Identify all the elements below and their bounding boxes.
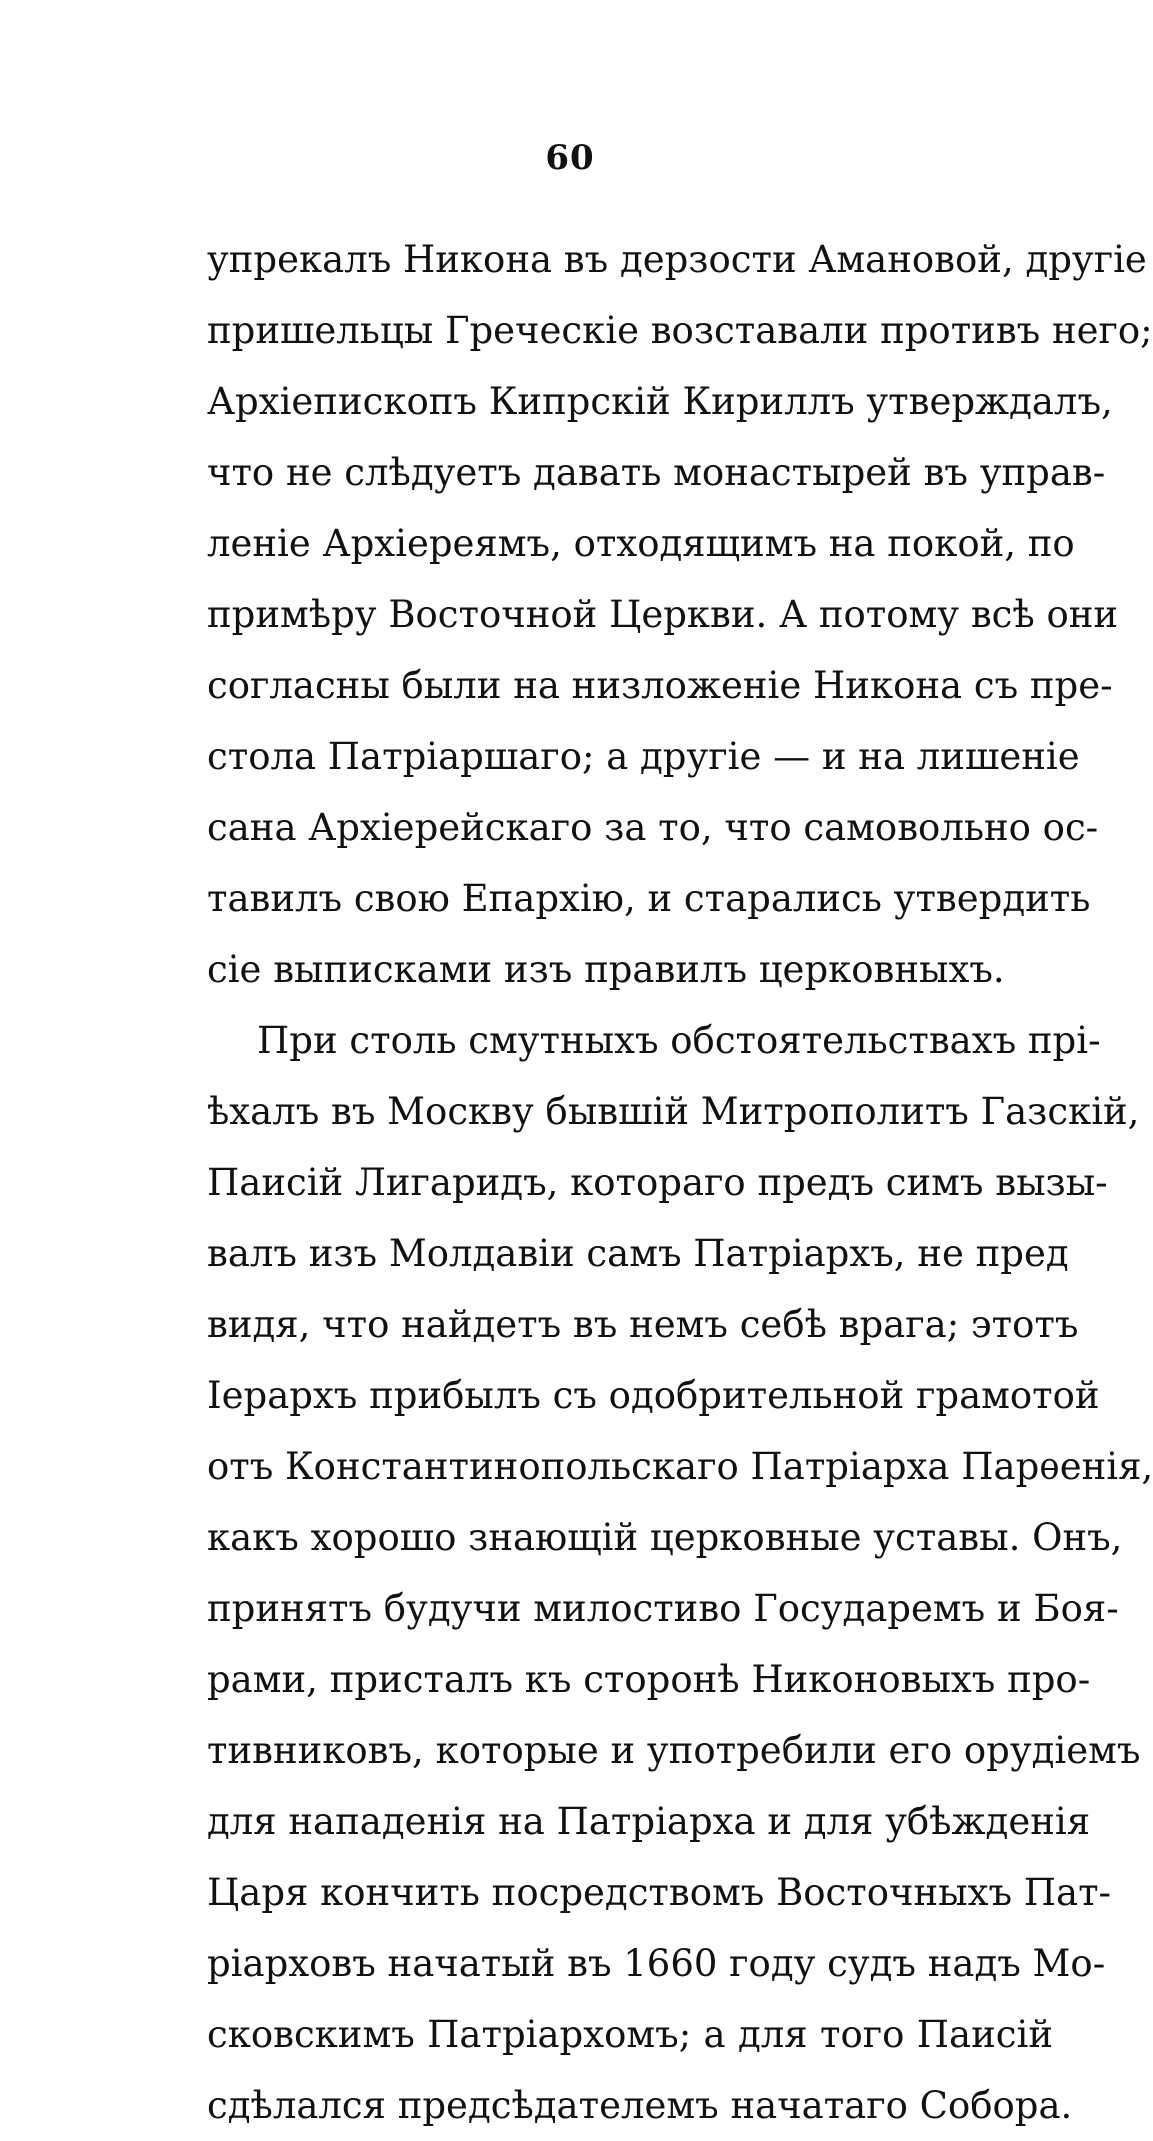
text-line: Іерархъ прибылъ съ одобрительной грамотой (207, 1374, 1100, 1417)
page-number: 60 (545, 138, 595, 178)
text-line: Царя кончить посредствомъ Восточныхъ Пат- (207, 1871, 1112, 1914)
text-line: Архіепископъ Кипрскій Кириллъ утверждалъ, (207, 380, 1113, 423)
text-line: пришельцы Греческіе возставали противъ него; (207, 309, 1153, 352)
text-line: валъ изъ Молдавіи самъ Патріархъ, не пред (207, 1232, 1069, 1275)
text-line: примѣру Восточной Церкви. А потому всѣ они (207, 593, 1119, 636)
text-line: сдѣлался предсѣдателемъ начатаго Собора. (207, 2084, 1073, 2127)
text-line: отъ Константинопольскаго Патріарха Парѳенія, (207, 1445, 1153, 1488)
text-line: рами, присталъ къ сторонѣ Никоновыхъ про- (207, 1658, 1091, 1701)
text-line: что не слѣдуетъ давать монастырей въ управ- (207, 451, 1106, 494)
text-line: видя, что найдетъ въ немъ себѣ врага; этотъ (207, 1303, 1079, 1346)
text-line: сана Архіерейскаго за то, что самовольно ос- (207, 806, 1099, 849)
text-line: тивниковъ, которые и употребили его орудіемъ (207, 1729, 1141, 1772)
text-line: ріарховъ начатый въ 1660 году судъ надъ Мо- (207, 1942, 1106, 1985)
paragraph-first-line: При столь смутныхъ обстоятельствахъ прі- (257, 1019, 1101, 1062)
text-line: леніе Архіереямъ, отходящимъ на покой, по (207, 522, 1075, 565)
text-line: стола Патріаршаго; а другіе — и на лишеніе (207, 735, 1080, 778)
text-line: для нападенія на Патріарха и для убѣжденія (207, 1800, 1091, 1843)
text-line: тавилъ свою Епархію, и старались утвердить (207, 877, 1091, 920)
text-line: какъ хорошо знающій церковные уставы. Онъ, (207, 1516, 1123, 1559)
text-line: согласны были на низложеніе Никона съ пре- (207, 664, 1113, 707)
text-line: принятъ будучи милостиво Государемъ и Боя- (207, 1587, 1119, 1630)
body-text (207, 224, 1153, 2141)
text-line: сіе выписками изъ правилъ церковныхъ. (207, 948, 1005, 991)
text-line: Паисій Лигаридъ, котораго предъ симъ вызы- (207, 1161, 1108, 1204)
text-line: упрекалъ Никона въ дерзости Амановой, другіе (207, 238, 1147, 281)
text-line: сковскимъ Патріархомъ; а для того Паисій (207, 2013, 1053, 2056)
text-line: ѣхалъ въ Москву бывшій Митрополитъ Газскій, (207, 1090, 1140, 1133)
